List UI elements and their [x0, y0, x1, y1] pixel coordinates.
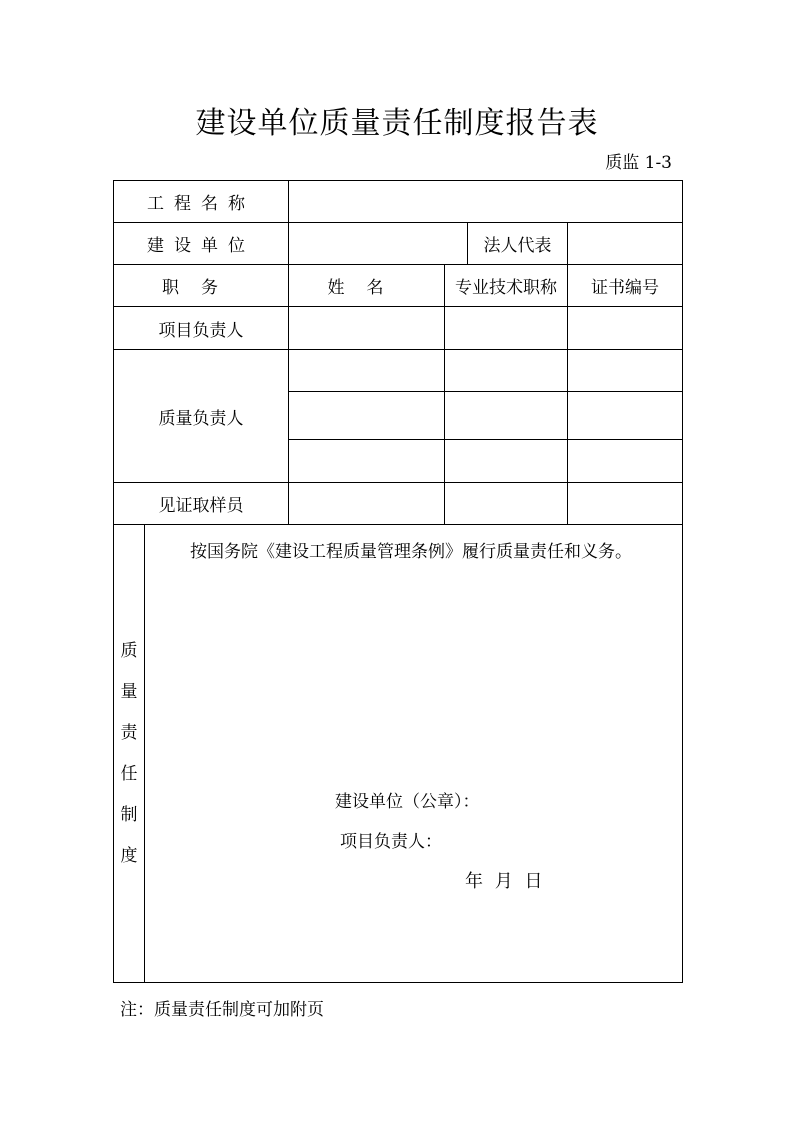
builder-field[interactable]: [289, 223, 468, 265]
header-position: 职务: [114, 265, 289, 307]
date-label: 年 月 日: [465, 871, 543, 892]
witness-cert-field[interactable]: [568, 483, 683, 525]
header-title: 专业技术职称: [445, 265, 568, 307]
legal-rep-label: 法人代表: [468, 223, 568, 265]
quality-lead-cert-field-1[interactable]: [568, 350, 683, 392]
footnote: 注：质量责任制度可加附页: [120, 1000, 324, 1020]
quality-system-char: 质: [120, 640, 138, 661]
project-lead-label: 项目负责人: [114, 307, 289, 350]
project-lead-name-field[interactable]: [289, 307, 445, 350]
project-name-field[interactable]: [289, 181, 683, 223]
page-title: 建设单位质量责任制度报告表: [195, 106, 599, 141]
project-name-label: 工程名称: [114, 181, 289, 223]
quality-lead-name-field-3[interactable]: [289, 440, 445, 483]
quality-lead-name-field-1[interactable]: [289, 350, 445, 392]
quality-lead-title-field-1[interactable]: [445, 350, 568, 392]
witness-title-field[interactable]: [445, 483, 568, 525]
quality-system-char: 任: [120, 763, 138, 784]
report-form-table: [113, 180, 683, 983]
quality-lead-cert-field-3[interactable]: [568, 440, 683, 483]
quality-system-content[interactable]: [145, 525, 683, 983]
quality-lead-label: 质量负责人: [114, 350, 289, 483]
builder-label: 建设单位: [114, 223, 289, 265]
header-name: 姓名: [289, 265, 445, 307]
quality-system-char: 量: [120, 681, 138, 702]
witness-name-field[interactable]: [289, 483, 445, 525]
quality-system-char: 度: [120, 845, 138, 866]
unit-seal-label: 建设单位（公章）：: [335, 792, 480, 812]
quality-lead-title-field-3[interactable]: [445, 440, 568, 483]
witness-label: 见证取样员: [114, 483, 289, 525]
quality-lead-cert-field-2[interactable]: [568, 392, 683, 440]
project-lead-sign-label: 项目负责人：: [340, 832, 442, 852]
quality-system-char: 责: [120, 722, 138, 743]
quality-system-label: [114, 525, 145, 983]
legal-rep-field[interactable]: [568, 223, 683, 265]
quality-system-char: 制: [120, 804, 138, 825]
quality-lead-name-field-2[interactable]: [289, 392, 445, 440]
project-lead-cert-field[interactable]: [568, 307, 683, 350]
statement-text: 按国务院《建设工程质量管理条例》履行质量责任和义务。: [190, 542, 632, 562]
form-code: 质监 1-3: [605, 153, 672, 173]
project-lead-title-field[interactable]: [445, 307, 568, 350]
quality-lead-title-field-2[interactable]: [445, 392, 568, 440]
header-cert: 证书编号: [568, 265, 683, 307]
